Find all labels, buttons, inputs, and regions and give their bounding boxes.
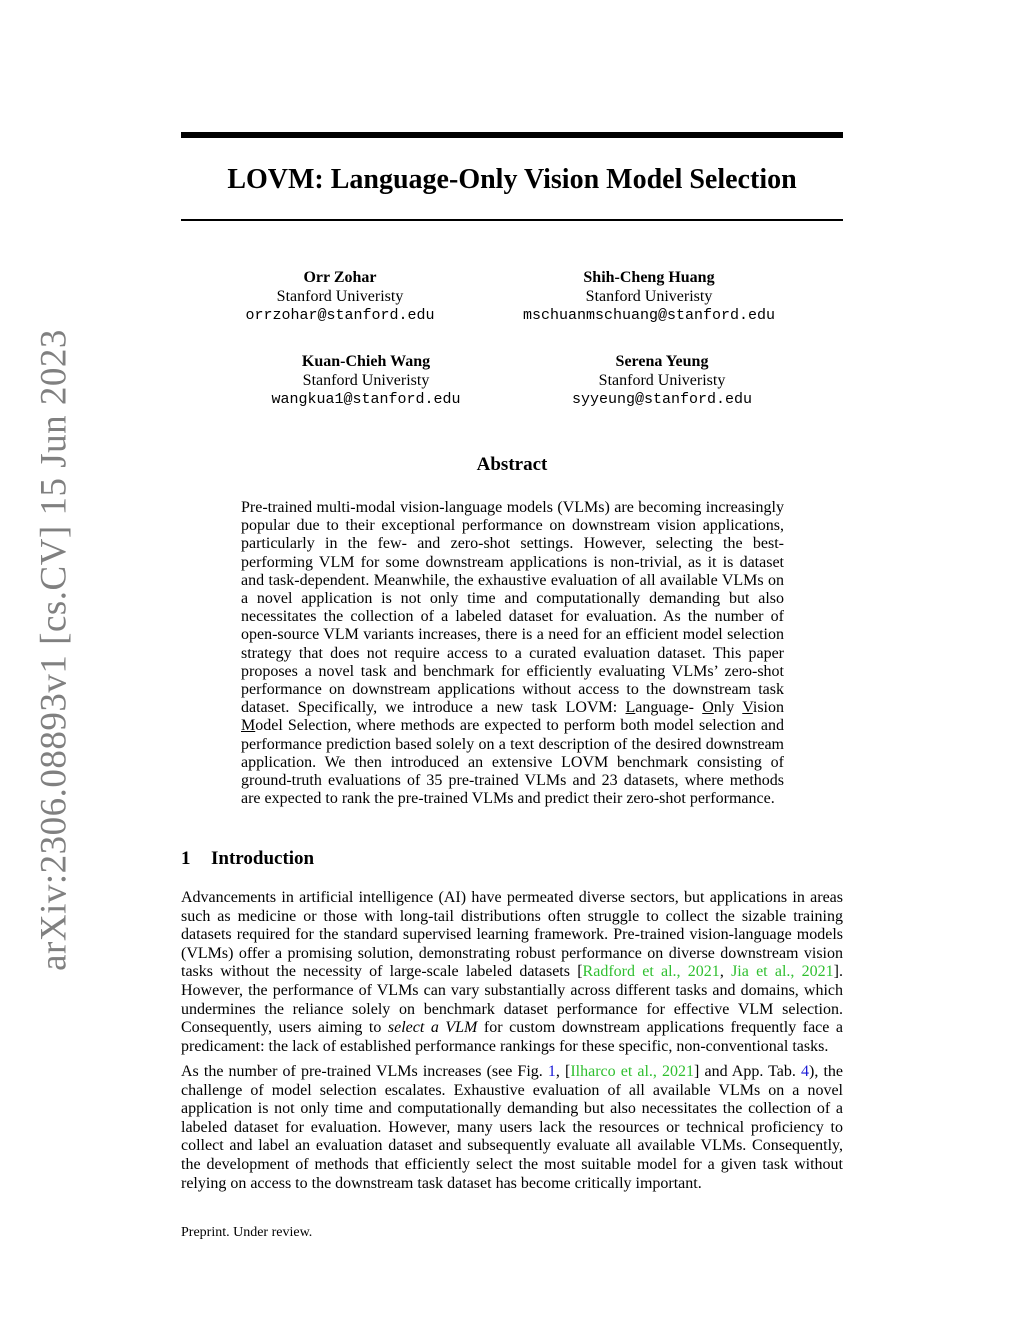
author-block	[502, 352, 822, 409]
author-affiliation: Stanford Univeristy	[302, 372, 430, 389]
author-block	[489, 268, 809, 325]
paragraph-text: ] and App. Tab.	[694, 1063, 802, 1080]
figure-ref-link[interactable]: 1	[547, 1063, 556, 1080]
acronym-rest: ision	[752, 699, 784, 717]
section-heading-introduction	[181, 847, 843, 871]
title-rule-top	[181, 132, 843, 138]
author-affiliation: Stanford Univeristy	[585, 288, 713, 305]
author-name: Kuan-Chieh Wang	[301, 353, 431, 370]
paragraph-text: Advancements in artificial intelligence (AI) have permeated diverse sectors, but applications in areas such as medicine or those with long-tail distributions often struggle to collect the sizable training datasets required for the standard supervised learning framework. Pre-trained vision-language models (VLMs) offer a promising solution, demonstrating robust performance on diverse downstream vision tasks without the necessity of large-scale labeled datasets [	[181, 889, 843, 981]
author-affiliation: Stanford Univeristy	[276, 288, 404, 305]
paragraph-text: ]. However, the performance of VLMs can vary substantially across different tasks and domains, which undermines the reliance solely on benchmark dataset performance for effective VLM selection. Consequently, users aiming to	[181, 963, 843, 1037]
author-affiliation: Stanford Univeristy	[598, 372, 726, 389]
table-ref-link[interactable]: 4	[801, 1063, 810, 1080]
paragraph-text: As the number of pre-trained VLMs increases (see Fig.	[181, 1063, 548, 1080]
intro-paragraph-1	[181, 889, 843, 1056]
acronym-rest: nly	[713, 699, 743, 717]
author-email[interactable]: syyeung@stanford.edu	[571, 391, 753, 408]
paragraph-text: ,	[719, 963, 732, 981]
paragraph-text: for custom downstream applications frequently face a predicament: the lack of established performance rankings for these specific, non-conventional tasks.	[181, 1019, 844, 1055]
abstract-text: , where methods are expected to perform both model selection and performance prediction based solely on a text description of the desired downstream application. We then introduced an extensive LOVM benchmark consisting of ground-truth evaluations of 35 pre-trained VLMs and 23 datasets, where methods are expected to rank the pre-trained VLMs and predict their zero-shot performance.	[241, 717, 784, 808]
citation-link[interactable]: Ilharco et al., 2021	[570, 1063, 695, 1080]
author-name: Orr Zohar	[303, 269, 377, 286]
abstract-body	[241, 499, 784, 808]
author-email[interactable]: orrzohar@stanford.edu	[245, 307, 435, 324]
author-block	[180, 268, 500, 325]
paragraph-text: ), the challenge of model selection escalates. Exhaustive evaluation of all available VLMs on a novel application is not only time and computationally demanding but also necessitates the collection of a labeled dataset for evaluation. However, many users lack the resources or technical proficiency to collect and label an evaluation dataset and subsequently evaluate all available VLMs. Consequently, the development of methods that efficiently select the most suitable model for a given task without relying on access to the downstream task dataset has become critically important.	[181, 1063, 844, 1192]
citation-link[interactable]: Jia et al., 2021	[731, 963, 834, 981]
abstract-heading: Abstract	[476, 454, 548, 475]
paragraph-text: , [	[555, 1063, 571, 1080]
acronym-rest: anguage-	[635, 699, 703, 717]
citation-link[interactable]: Radford et al., 2021	[582, 963, 720, 981]
preprint-note: Preprint. Under review.	[181, 1225, 313, 1240]
section-number: 1	[181, 848, 191, 869]
acronym-letter: V	[742, 699, 753, 717]
intro-paragraph-2	[181, 1063, 843, 1193]
acronym-rest: odel Selection	[255, 717, 348, 735]
acronym-letter: M	[241, 717, 256, 735]
author-block	[206, 352, 526, 409]
title-rule-bottom	[181, 219, 843, 221]
emphasis-text: select a VLM	[387, 1019, 478, 1037]
author-name: Serena Yeung	[615, 353, 709, 370]
abstract-text: Pre-trained multi-modal vision-language models (VLMs) are becoming increasingly popular due to their exceptional performance on downstream vision applications, particularly in the few- and zero-shot settings. However, selecting the best-performing VLM for some downstream applications is non-trivial, as it is dataset and task-dependent. Meanwhile, the exhaustive evaluation of all available VLMs on a novel application is not only time and computationally demanding but also necessitates the collection of a labeled dataset for evaluation. As the number of open-source VLM variants increases, there is a need for an efficient model selection strategy that does not require access to a curated evaluation dataset. This paper proposes a novel task and benchmark for efficiently evaluating VLMs’ zero-shot performance on downstream applications without access to the downstream task dataset. Specifically, we introduce a new task LOVM:	[241, 499, 784, 717]
section-title: Introduction	[211, 848, 315, 869]
author-email[interactable]: wangkua1@stanford.edu	[271, 391, 461, 408]
acronym-letter: O	[702, 699, 714, 717]
paper-title: LOVM: Language-Only Vision Model Selection	[227, 164, 797, 195]
acronym-letter: L	[625, 699, 636, 717]
arxiv-identifier[interactable]: arXiv:2306.08893v1 [cs.CV] 15 Jun 2023	[33, 329, 75, 971]
author-name: Shih-Cheng Huang	[583, 269, 715, 286]
author-email[interactable]: mschuanmschuang@stanford.edu	[522, 307, 776, 324]
